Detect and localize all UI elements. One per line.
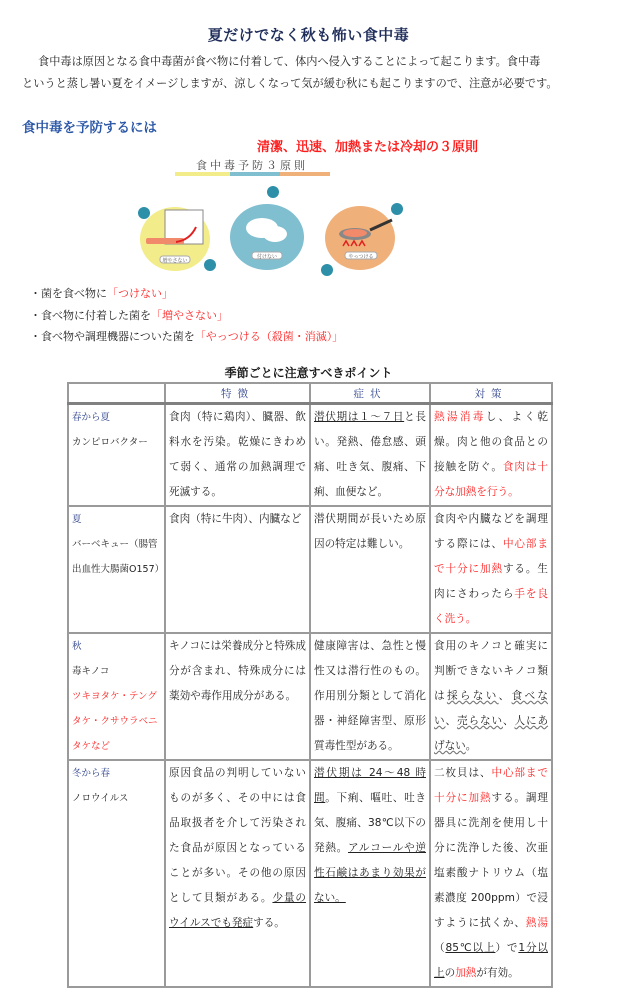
table-title: 季節ごとに注意すべきポイント	[224, 366, 393, 380]
underline-yellow	[175, 172, 230, 176]
features-cell: 食肉（特に鶏肉）、臓器、飲料水を汚染。乾燥にきわめて弱く、通常の加熱調理で死滅する。	[165, 404, 310, 507]
table-header-row	[68, 383, 552, 404]
pathogen-name: バーベキュー（腸管出血性大腸菌O157）	[72, 539, 165, 575]
prevention-bullets	[30, 283, 343, 348]
label-fuyasanai: 増やさない	[162, 258, 188, 264]
prevention-illustration	[130, 152, 430, 277]
measures-cell: 熱湯消毒し、よく乾燥。肉と他の食品との接触を防ぐ。食肉は十分な加熱を行う。	[430, 404, 552, 507]
header-features: 特徴	[165, 383, 310, 404]
measures-cell: 食用のキノコと確実に判断できないキノコ類は採らない、食べない、売らない、人にあげない。	[430, 633, 552, 760]
mushroom-examples: ツキヨタケ・テングタケ・クサウラベニタケなど	[72, 691, 158, 752]
header-symptoms: 症状	[310, 383, 430, 404]
handwash-illustration	[230, 204, 304, 270]
season-label: 秋	[72, 641, 82, 652]
symptoms-cell: 潜伏期は 24～48 時間。下痢、嘔吐、吐き気、腹痛、38℃以下の発熱。アルコールや逆性石鹸はあまり効果がない。	[310, 760, 430, 987]
germ-icon	[391, 203, 403, 215]
symptoms-cell: 健康障害は、急性と慢性又は潜行性のもの。作用別分類として消化器・神経障害型、原形質毒性型がある。	[310, 633, 430, 760]
pathogen-name: 毒キノコ	[72, 666, 110, 677]
season-cell	[68, 506, 165, 633]
header-measures: 対策	[430, 383, 552, 404]
page-title: 夏だけでなく秋も怖い食中毒	[207, 26, 410, 44]
table-row	[68, 404, 552, 507]
season-cell	[68, 633, 165, 760]
season-cell	[68, 404, 165, 507]
bullet-item: ・菌を食べ物に「つけない」	[30, 287, 173, 300]
season-label: 冬から春	[72, 768, 111, 779]
germ-icon	[321, 264, 333, 276]
illustration-title: 食中毒予防３原則	[196, 159, 308, 172]
features-cell: 原因食品の判明していないものが多く、その中には食品取扱者を介して汚染された食品が原因となっていることが多い。その他の原因として貝類がある。少量のウイルスでも発症する。	[165, 760, 310, 987]
label-tsukenai: 付けない	[256, 254, 278, 260]
pathogen-name: カンピロバクター	[72, 437, 148, 448]
germ-icon	[267, 186, 279, 198]
table-row	[68, 633, 552, 760]
features-cell: キノコには栄養成分と特殊成分が含まれ、特殊成分には薬効や毒作用成分がある。	[165, 633, 310, 760]
season-cell	[68, 760, 165, 987]
germ-icon	[204, 259, 216, 271]
symptoms-cell: 潜伏期は１～７日と長い。発熱、倦怠感、頭痛、吐き気、腹痛、下痢、血便など。	[310, 404, 430, 507]
intro-line-2: というと蒸し暑い夏をイメージしますが、涼しくなって気が緩む秋にも起こりますので、注意が必要です。	[22, 77, 558, 90]
underline-orange	[280, 172, 330, 176]
features-cell: 食肉（特に牛肉）、内臓など	[165, 506, 310, 633]
table-row	[68, 506, 552, 633]
season-label: 春から夏	[72, 412, 111, 423]
measures-cell: 食肉や内臓などを調理する際には、中心部まで十分に加熱する。生肉にさわったら手を良く洗う。	[430, 506, 552, 633]
table-row	[68, 760, 552, 987]
three-principles: 清潔、迅速、加熱または冷却の３原則	[257, 140, 479, 155]
bullet-item: ・食べ物に付着した菌を「増やさない」	[30, 308, 228, 322]
fridge-illustration	[140, 207, 210, 271]
prevention-heading: 食中毒を予防するには	[22, 120, 157, 136]
pan-illustration	[325, 206, 395, 270]
season-label: 夏	[72, 514, 82, 525]
measures-cell: 二枚貝は、中心部まで十分に加熱する。調理器具に洗剤を使用し十分に洗浄した後、次亜塩素酸ナトリウム（塩素濃度 200ppm）で浸すように拭くか、熱湯（85℃以上）で1分以上の加熱が有効。	[430, 760, 552, 987]
intro-line-1: 食中毒は原因となる食中毒菌が食べ物に付着して、体内へ侵入することによって起こります。食中毒	[38, 55, 541, 68]
label-yattsukeru: やっつける	[348, 254, 374, 260]
header-blank	[68, 383, 165, 404]
symptoms-cell: 潜伏期間が長いため原因の特定は難しい。	[310, 506, 430, 633]
germ-icon	[138, 207, 150, 219]
underline-blue	[230, 172, 280, 176]
bullet-item: ・食べ物や調理機器についた菌を「やっつける（殺菌・消滅）」	[30, 330, 344, 343]
pathogen-name: ノロウイルス	[72, 793, 129, 804]
seasonal-points-table	[67, 382, 553, 988]
